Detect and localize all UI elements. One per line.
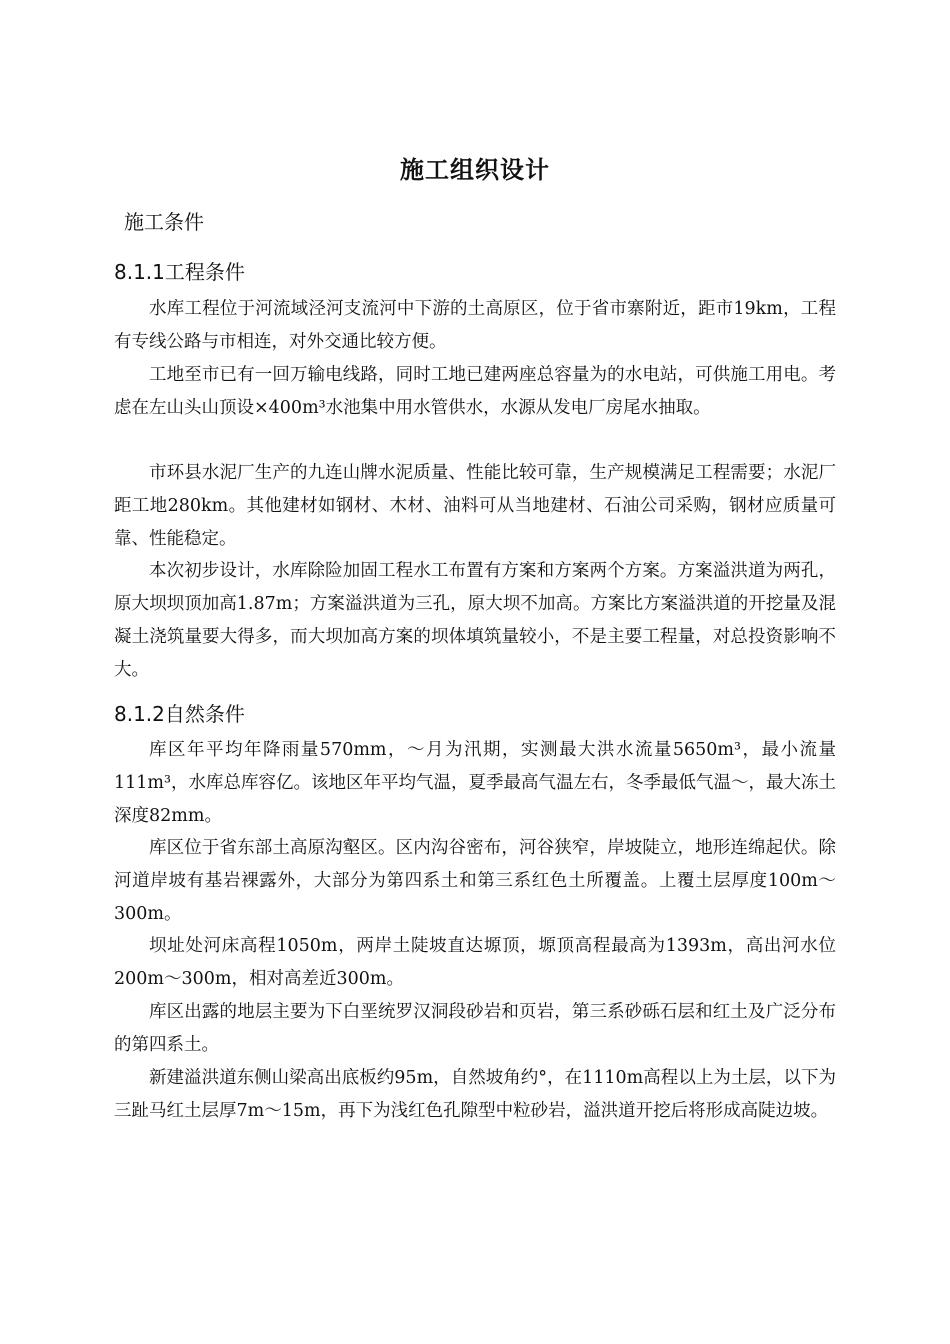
subsection-heading-natural: 8.1.2自然条件: [114, 702, 245, 726]
paragraph: 新建溢洪道东侧山梁高出底板约95m，自然坡角约°，在1110m高程以上为土层，以下为三趾马红土层厚7m～15m，再下为浅红色孔隙型中粒砂岩，溢洪道开挖后将形成高陡边坡。: [114, 1068, 836, 1121]
paragraph: 市环县水泥厂生产的九连山牌水泥质量、性能比较可靠，生产规模满足工程需要；水泥厂距工地280km。其他建材如钢材、木材、油料可从当地建材、石油公司采购，钢材应质量可靠、性能稳定。: [114, 463, 836, 549]
paragraph: 本次初步设计，水库除险加固工程水工布置有方案和方案两个方案。方案溢洪道为两孔，原大坝坝顶加高1.87m；方案溢洪道为三孔，原大坝不加高。方案比方案溢洪道的开挖量及混凝土浇筑量要大得多，而大坝加高方案的坝体填筑量较小，不是主要工程量，对总投资影响不大。: [114, 561, 836, 680]
subsection-heading-engineering: 8.1.1工程条件: [114, 260, 245, 284]
paragraph: 库区位于省东部土高原沟壑区。区内沟谷密布，河谷狭窄，岸坡陡立，地形连绵起伏。除河道岸坡有基岩裸露外，大部分为第四系土和第三系红色土所覆盖。上覆土层厚度100m～300m。: [114, 838, 836, 924]
paragraph: 工地至市已有一回万输电线路，同时工地已建两座总容量为的水电站，可供施工用电。考虑在左山头山顶设×400m³水池集中用水管供水，水源从发电厂房尾水抽取。: [114, 365, 836, 418]
document-title: 施工组织设计: [400, 156, 550, 184]
paragraph: 坝址处河床高程1050m，两岸土陡坡直达塬顶，塬顶高程最高为1393m，高出河水位200m～300m，相对高差近300m。: [114, 936, 836, 989]
section-heading: 施工条件: [124, 210, 204, 234]
paragraph: 库区年平均年降雨量570mm，～月为汛期，实测最大洪水流量5650m³，最小流量111m³，水库总库容亿。该地区年平均气温，夏季最高气温左右，冬季最低气温～，最大冻土深度82mm。: [114, 740, 837, 826]
paragraph: 水库工程位于河流域泾河支流河中下游的土高原区，位于省市寨附近，距市19km，工程有专线公路与市相连，对外交通比较方便。: [114, 299, 836, 352]
paragraph: 库区出露的地层主要为下白垩统罗汉洞段砂岩和页岩，第三系砂砾石层和红土及广泛分布的第四系土。: [114, 1002, 836, 1055]
